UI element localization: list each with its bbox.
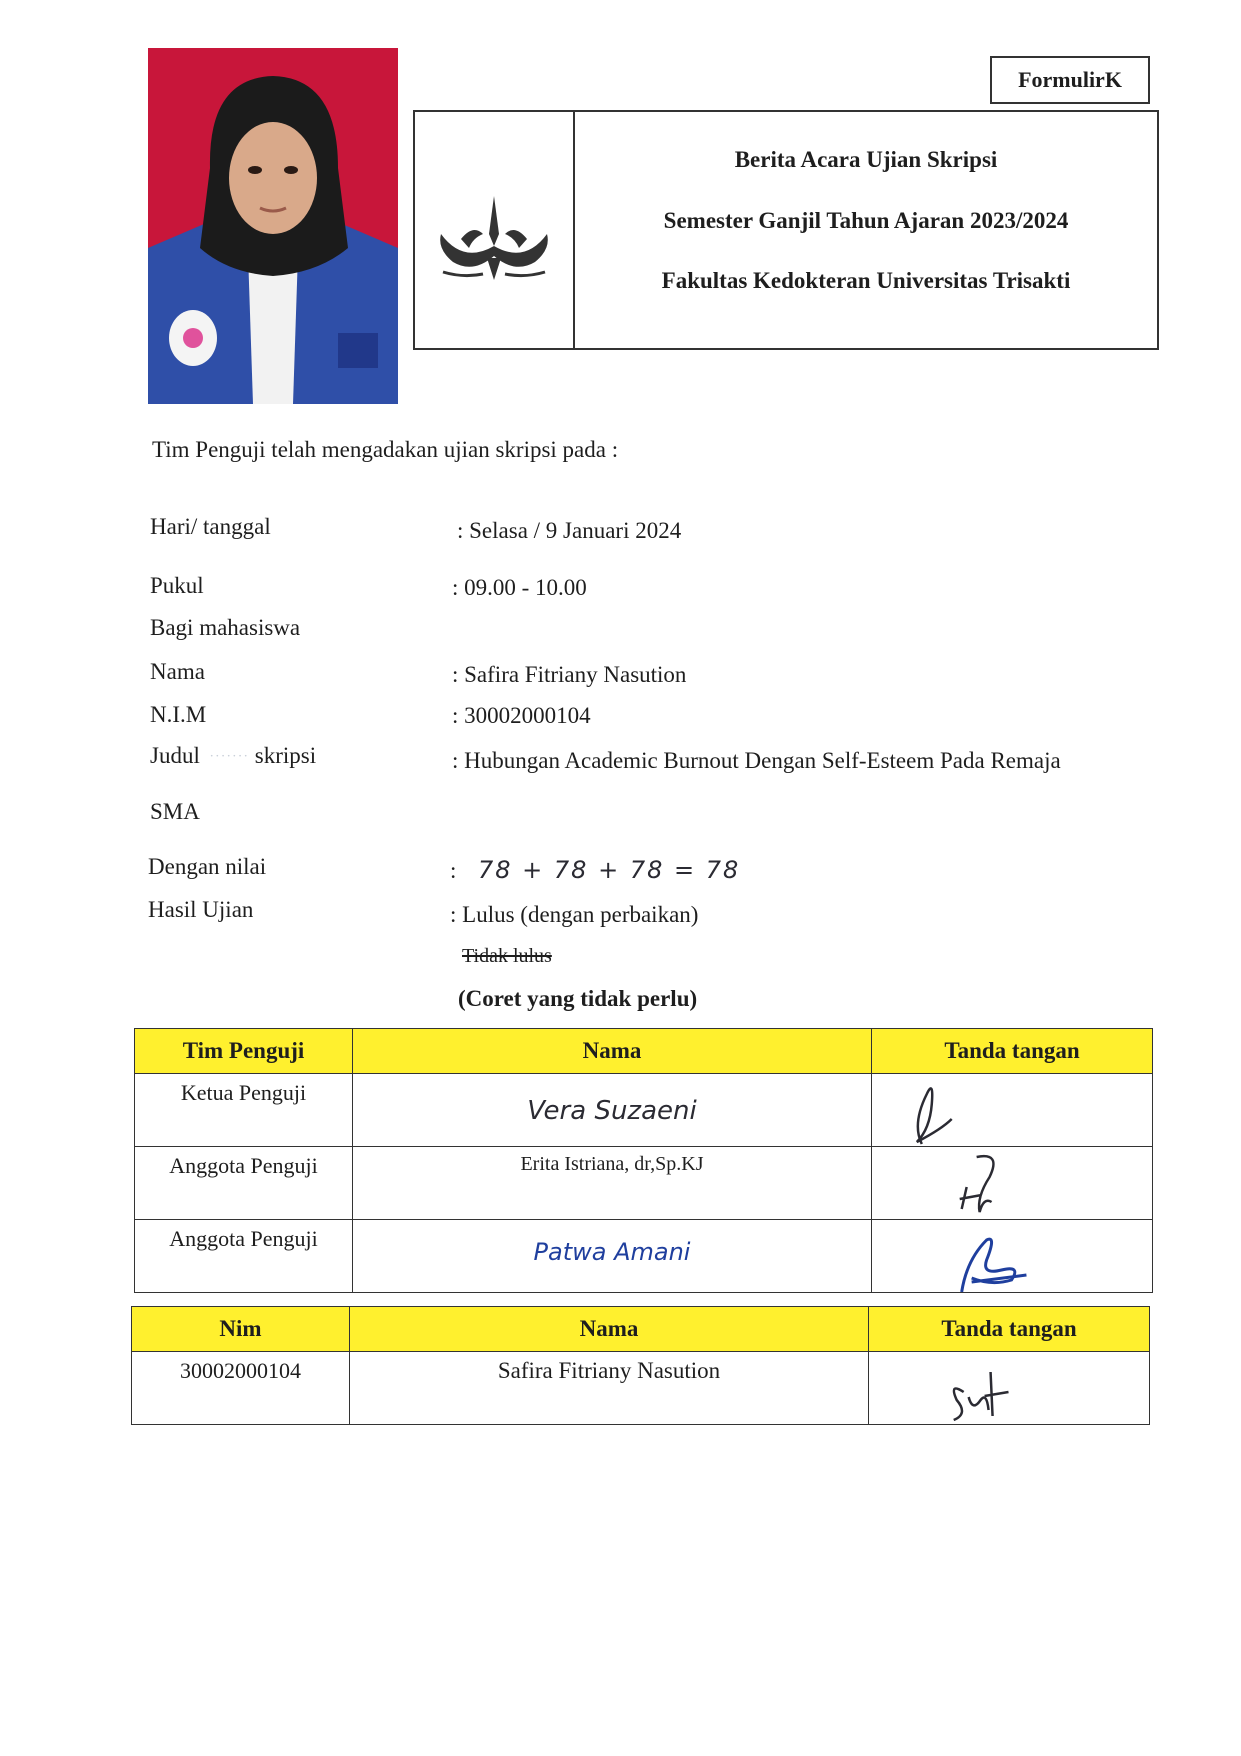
strike-note: (Coret yang tidak perlu) bbox=[458, 986, 698, 1011]
faded-text: ······· bbox=[205, 749, 250, 765]
header-nim: Nim bbox=[132, 1307, 350, 1352]
student-photo bbox=[148, 48, 398, 404]
result-label: Hasil Ujian bbox=[148, 897, 254, 922]
examiner-role: Anggota Penguji bbox=[135, 1147, 353, 1220]
student-nim: 30002000104 bbox=[132, 1352, 350, 1425]
examiner-role: Ketua Penguji bbox=[135, 1074, 353, 1147]
logo-cell bbox=[415, 112, 575, 348]
grade-value-handwritten: 78 + 78 + 78 = 78 bbox=[478, 856, 741, 884]
doc-semester: Semester Ganjil Tahun Ajaran 2023/2024 bbox=[663, 208, 1069, 233]
table-row bbox=[135, 1147, 1153, 1220]
doc-faculty: Fakultas Kedokteran Universitas Trisakti bbox=[661, 268, 1071, 293]
grade-label: Dengan nilai bbox=[148, 854, 267, 879]
table-row bbox=[132, 1352, 1150, 1425]
nim-value: : 30002000104 bbox=[452, 703, 591, 728]
signature-cell bbox=[869, 1352, 1150, 1425]
signature-mark bbox=[872, 1147, 1152, 1219]
signature-mark bbox=[872, 1074, 1152, 1146]
examiner-name-handwritten: Patwa Amani bbox=[353, 1220, 872, 1293]
header-name: Nama bbox=[353, 1029, 872, 1074]
examiners-header-row bbox=[135, 1029, 1153, 1074]
time-label: Pukul bbox=[150, 573, 204, 598]
examiner-name-handwritten: Vera Suzaeni bbox=[353, 1074, 872, 1147]
name-label: Nama bbox=[150, 659, 205, 684]
signature-mark bbox=[872, 1220, 1152, 1292]
student-header-row bbox=[132, 1307, 1150, 1352]
examiner-role: Anggota Penguji bbox=[135, 1220, 353, 1293]
time-value: : 09.00 - 10.00 bbox=[452, 575, 587, 600]
student-heading: Bagi mahasiswa bbox=[150, 615, 301, 640]
examiner-name: Erita Istriana, dr,Sp.KJ bbox=[353, 1147, 872, 1220]
header-name: Nama bbox=[350, 1307, 869, 1352]
signature-cell bbox=[872, 1220, 1153, 1293]
signature-cell bbox=[872, 1074, 1153, 1147]
university-logo-icon bbox=[433, 194, 555, 282]
form-code-box: FormulirK bbox=[990, 56, 1150, 104]
table-row bbox=[135, 1074, 1153, 1147]
nim-label: N.I.M bbox=[150, 702, 207, 727]
thesis-label-suffix: skripsi bbox=[254, 743, 317, 768]
header-team: Tim Penguji bbox=[135, 1029, 353, 1074]
thesis-title-value: : Hubungan Academic Burnout Dengan Self-Esteem Pada Remaja bbox=[452, 748, 1061, 773]
grade-colon: : bbox=[450, 858, 457, 883]
result-struck-option: Tidak lulus bbox=[462, 945, 552, 967]
day-label: Hari/ tanggal bbox=[150, 514, 271, 539]
result-value: : Lulus (dengan perbaikan) bbox=[450, 902, 699, 927]
name-value: : Safira Fitriany Nasution bbox=[452, 662, 687, 687]
thesis-title-label bbox=[150, 743, 316, 769]
thesis-label-prefix: Judul bbox=[150, 743, 200, 768]
intro-text: Tim Penguji telah mengadakan ujian skripsi pada : bbox=[152, 437, 619, 462]
document-header bbox=[413, 110, 1159, 350]
header-signature: Tanda tangan bbox=[872, 1029, 1153, 1074]
signature-mark bbox=[869, 1352, 1149, 1424]
student-name: Safira Fitriany Nasution bbox=[350, 1352, 869, 1425]
table-row bbox=[135, 1220, 1153, 1293]
student-table bbox=[131, 1306, 1150, 1425]
header-signature: Tanda tangan bbox=[869, 1307, 1150, 1352]
day-value: : Selasa / 9 Januari 2024 bbox=[457, 518, 682, 543]
thesis-title-continued: SMA bbox=[150, 799, 200, 824]
examiners-table bbox=[134, 1028, 1153, 1293]
doc-title: Berita Acara Ujian Skripsi bbox=[734, 147, 998, 172]
signature-cell bbox=[872, 1147, 1153, 1220]
